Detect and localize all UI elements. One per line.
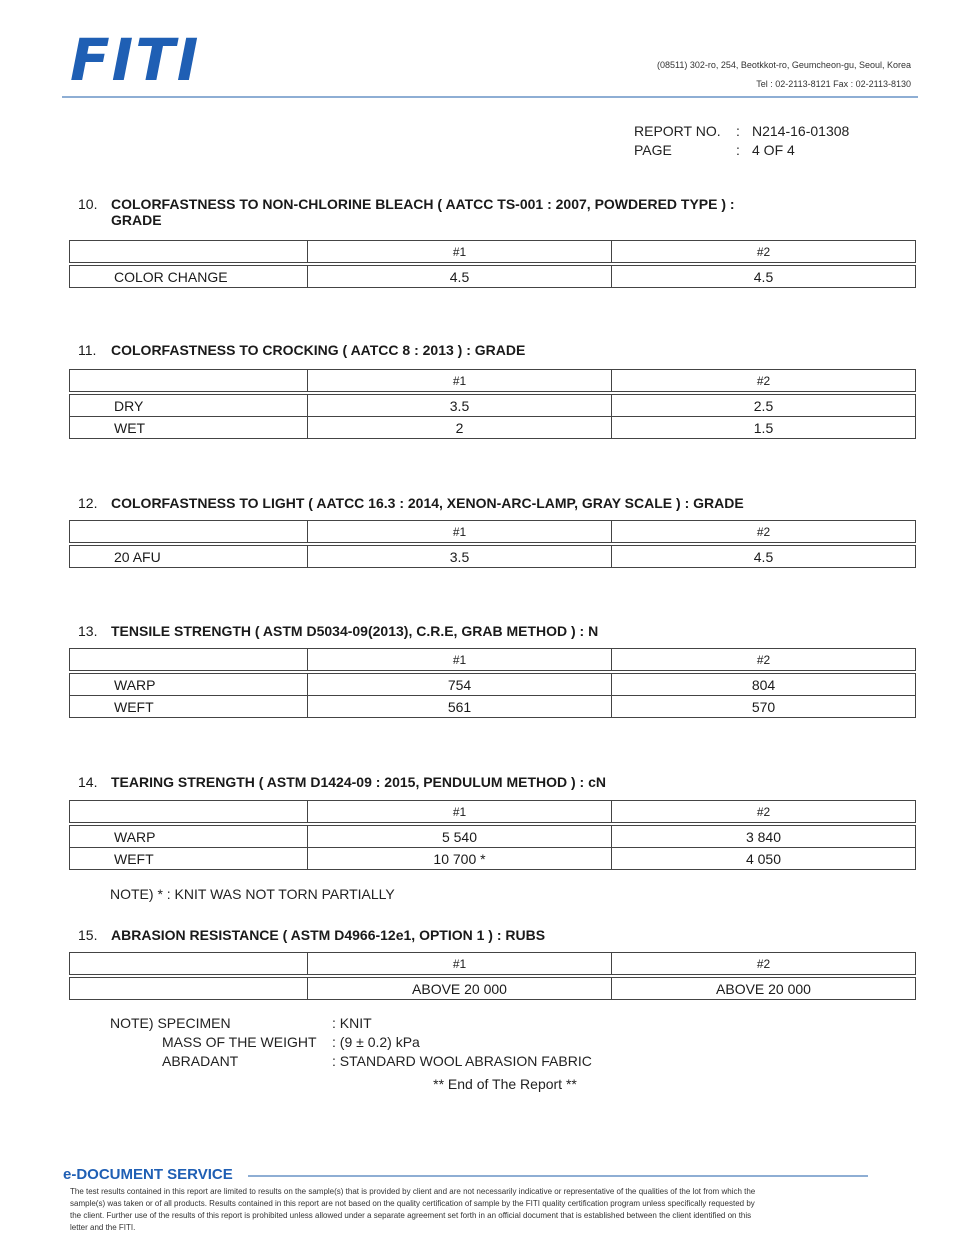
page-value: 4 OF 4 <box>752 142 795 158</box>
table-header-row: #1 #2 <box>70 801 916 825</box>
specimen-note <box>110 1014 592 1071</box>
address-line: (08511) 302-ro, 254, Beotkkot-ro, Geumcheon-gu, Seoul, Korea <box>657 60 911 70</box>
table-header-row: #1 #2 <box>70 521 916 545</box>
section-12-title: 12. COLORFASTNESS TO LIGHT ( AATCC 16.3 : 2014, XENON-ARC-LAMP, GRAY SCALE ) : GRADE <box>78 495 744 511</box>
section-14-note: NOTE) * : KNIT WAS NOT TORN PARTIALLY <box>110 886 395 902</box>
section-12-table <box>69 520 916 568</box>
logo-text: FITI <box>70 26 201 94</box>
footer-divider <box>248 1175 868 1177</box>
page-label: PAGE <box>634 142 672 158</box>
mass-label: MASS OF THE WEIGHT <box>162 1034 317 1050</box>
report-no-label: REPORT NO. <box>634 123 721 139</box>
section-14-title: 14. TEARING STRENGTH ( ASTM D1424-09 : 2015, PENDULUM METHOD ) : cN <box>78 774 606 790</box>
table-row: WEFT 10 700 * 4 050 <box>70 848 916 870</box>
table-row: ABOVE 20 000 ABOVE 20 000 <box>70 976 916 1000</box>
footer-disclaimer: The test results contained in this report are limited to results on the sample(s) that is provided by client and are not necessarily indicative or representative of the qualities of the lot from which the sample(s) was taken or of all products. Results contained in this report are not based on the quality certification of sample by the FITI quality certification program unless specifically requested by the client. Further use of the results of this report is prohibited unless allowed under a separate agreement set forth in an official document that is established between the client identified on this letter and the FITI. <box>70 1187 756 1232</box>
contact-line: Tel : 02-2113-8121 Fax : 02-2113-8130 <box>756 79 911 89</box>
specimen-value: : KNIT <box>332 1015 372 1031</box>
section-10-title: 10. COLORFASTNESS TO NON-CHLORINE BLEACH ( AATCC TS-001 : 2007, POWDERED TYPE ) : GRADE <box>78 196 735 228</box>
section-14-table <box>69 800 916 870</box>
table-row: DRY 3.5 2.5 <box>70 393 916 417</box>
table-row: WEFT 561 570 <box>70 696 916 718</box>
table-row: WARP 5 540 3 840 <box>70 824 916 848</box>
table-header-row: #1 #2 <box>70 370 916 394</box>
footer-title: e-DOCUMENT SERVICE <box>63 1166 233 1183</box>
mass-value: : (9 ± 0.2) kPa <box>332 1034 420 1050</box>
section-13-title: 13. TENSILE STRENGTH ( ASTM D5034-09(2013), C.R.E, GRAB METHOD ) : N <box>78 623 599 639</box>
table-row: COLOR CHANGE 4.5 4.5 <box>70 264 916 288</box>
section-15-table <box>69 952 916 1000</box>
table-row: 20 AFU 3.5 4.5 <box>70 544 916 568</box>
table-header-row: #1 #2 <box>70 241 916 265</box>
section-11-table <box>69 369 916 439</box>
company-address <box>657 56 911 94</box>
fiti-logo <box>70 26 230 94</box>
table-row: WARP 754 804 <box>70 672 916 696</box>
section-15-title: 15. ABRASION RESISTANCE ( ASTM D4966-12e1, OPTION 1 ) : RUBS <box>78 927 546 943</box>
specimen-label: NOTE) SPECIMEN <box>110 1015 231 1031</box>
report-info: REPORT NO. : N214-16-01308 PAGE : 4 OF 4 <box>634 123 850 158</box>
section-13-table <box>69 648 916 718</box>
header-divider <box>62 96 918 98</box>
end-of-report: ** End of The Report ** <box>433 1076 577 1092</box>
table-header-row: #1 #2 <box>70 953 916 977</box>
table-header-row: #1 #2 <box>70 649 916 673</box>
section-10-table <box>69 240 916 288</box>
section-11-title: 11. COLORFASTNESS TO CROCKING ( AATCC 8 : 2013 ) : GRADE <box>78 342 526 358</box>
report-no-value: N214-16-01308 <box>752 123 850 139</box>
abradant-label: ABRADANT <box>162 1053 239 1069</box>
table-row: WET 2 1.5 <box>70 417 916 439</box>
abradant-value: : STANDARD WOOL ABRASION FABRIC <box>332 1053 592 1069</box>
